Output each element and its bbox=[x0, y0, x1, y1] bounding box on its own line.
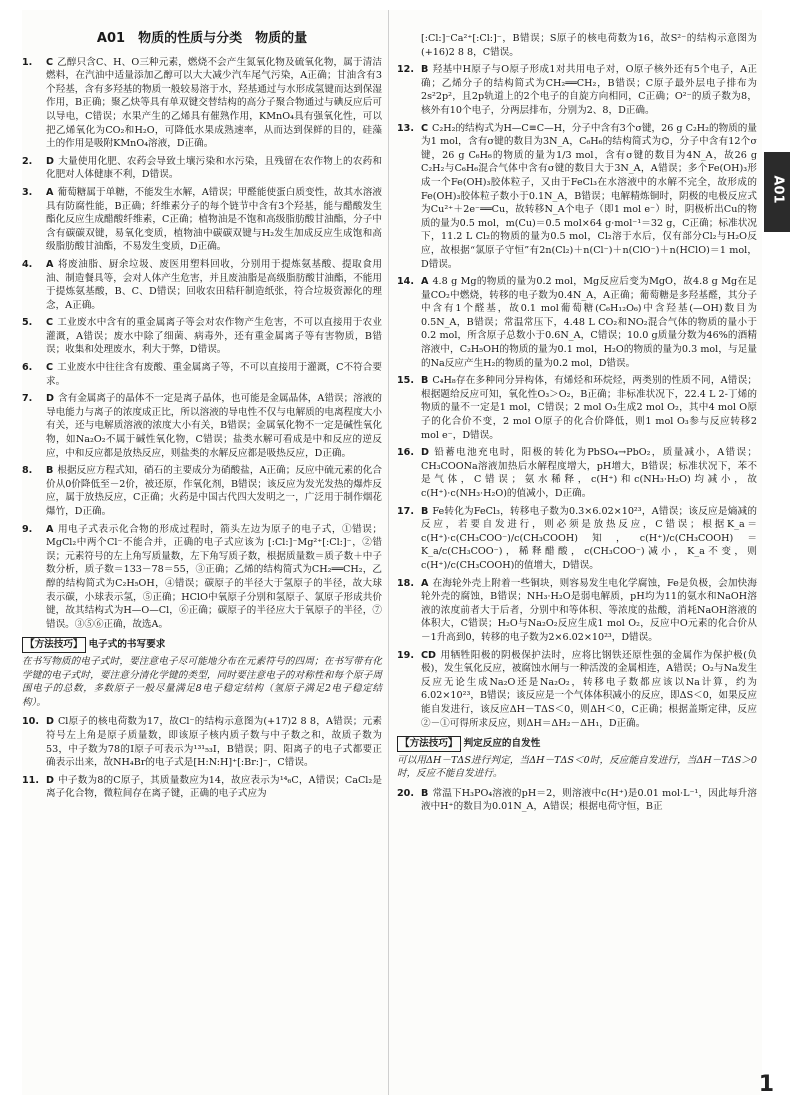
answer-item: 4. A 将废油脂、厨余垃圾、废医用塑料回收，分别用于提炼氨基酸、提取食用油、制造餐具等，会对人体产生危害，并且废油脂是高级脂肪酸甘油酯，不能用于提炼氨基酸，B、C、D错误；回收农田秸秆制造纸张，符合垃圾资源化的理念，A正确。 bbox=[22, 258, 382, 311]
answer-item: 3. A 葡萄糖属于单糖，不能发生水解，A错误；甲醛能使蛋白质变性，故其水溶液具有防腐性能，B正确；纤维素分子的每个链节中含有3个羟基，能与醋酸发生酯化反应生成醋酸纤维素，C正确；植物油是不饱和高级脂肪酸甘油酯，分子中含有碳碳双键，易氧化变质，植物油中碳碳双键与H₂发生加成反应生成饱和高级脂肪酸甘油酯，不易发生变质，D正确。 bbox=[22, 186, 382, 253]
answer-item: 7. D 含有金属离子的晶体不一定是离子晶体，也可能是金属晶体，A错误；溶液的导电能力与离子的浓度成正比，所以溶液的导电性不仅与电解质的电离程度大小有关，还与电解质溶液的浓度大小有关，B错误；金属氧化物不一定是碱性氧化物，如Na₂O₂不属于碱性氧化物，C错误；盐类水解可看成是中和反应的逆反应，中和反应都是放热反应，则盐类的水解反应都是吸热反应，D正确。 bbox=[22, 393, 382, 459]
answer-item: 8. B 根据反应方程式知，硝石的主要成分为硝酸盐，A正确；反应中硫元素的化合价从0价降低至－2价，被还原，作氧化剂，B错误；该反应为发光发热的爆炸反应，属于放热反应，C正确；火药是中国古代四大发明之一，广泛用于制作烟花爆竹，D正确。 bbox=[22, 465, 382, 517]
answer-item: 2. D 大量使用化肥、农药会导致土壤污染和水污染，且残留在农作物上的农药和化肥对人体健康不利，D错误。 bbox=[22, 155, 382, 181]
answer-item: 15. B C₄H₈存在多种同分异构体，有烯烃和环烷烃，两类别的性质不同，A错误；根据题给反应可知，氧化性O₃＞O₂，B正确；非标准状况下，22.4 L 2-丁烯的物质的量不一定是1 mol，C错误；2 mol O₃生成2 mol O₂，其中4 mol O原子的化合价不变，2 mol O原子的化合价降低，则1 mol O₃参与反应转移2 mol e⁻，D错误。 bbox=[397, 375, 757, 441]
answer-item: 12. B 羟基中H原子与O原子形成1对共用电子对，O原子核外还有5个电子，A正确；乙烯分子的结构简式为CH₂══CH₂，B错误；C原子最外层电子排布为2s²2p²，且2p轨道上的2个电子的自旋方向相同，C正确；O²⁻的质子数为8，核外有10个电子，分两层排布，分别为2、8，D正确。 bbox=[397, 64, 757, 116]
answer-continuation: [:Cl:]⁻Ca²⁺[:Cl:]⁻，B错误；S原子的核电荷数为16，故S²⁻的结构示意图为(+16)2 8 8，C错误。 bbox=[421, 33, 757, 58]
answer-item: 19. CD 用牺牲阳极的阴极保护法时，应将比钢铁还原性强的金属作为保护极(负极)，发生氧化反应，被腐蚀水闸与一种活泼的金属相连，A错误；O₂与Na发生反应无论生成Na₂O还是Na₂O₂，转移电子数都应该以Na计算，约为6.02×10²³，B错误；该反应是一个气体体积减小的反应，即ΔS＜0，如果反应能自发进行，该反应ΔH－TΔS＜0，则ΔH＜0，C正确；根据盖斯定律，反应②－①可得所求反应，则ΔH＝ΔH₂－ΔH₁，D正确。 bbox=[397, 649, 757, 729]
answer-item: 11. D 中子数为8的C原子，其质量数应为14，故应表示为¹⁴₆C，A错误；CaCl₂是离子化合物，微粒间存在离子键，正确的电子式应为 bbox=[22, 774, 382, 800]
right-column bbox=[397, 10, 757, 818]
page-title: A01 物质的性质与分类 物质的量 bbox=[96, 31, 308, 46]
answer-item: 14. A 4.8 g Mg的物质的量为0.2 mol，Mg反应后变为MgO，故4.8 g Mg在足量CO₂中燃烧，转移的电子数为0.4N_A，A正确；葡萄糖是多羟基醛，其分子中含有1个醛基，故0.1 mol葡萄糖(C₆H₁₂O₆)中含羟基(—OH)数目为0.5N_A，B错误；常温常压下，4.48 L CO₂和NO₂混合气体的物质的量小于0.2 mol，所含原子总数小于0.6N_A，C错误；10.0 g质量分数为46%的酒精溶液中，C₂H₅OH的物质的量为0.1 mol，H₂O的物质的量为0.3 mol，与足量的Na反应产生H₂的物质的量为0.2 mol，D错误。 bbox=[397, 276, 757, 369]
answer-item: 17. B Fe转化为FeCl₃，转移电子数为0.3×6.02×10²³，A错误；该反应是熵减的反应，若要自发进行，则必须是放热反应，C错误；根据K_a＝c(H⁺)·c(CH₃COO⁻)/c(CH₃COOH)知，c(H⁺)/c(CH₃COOH)＝K_a/c(CH₃COO⁻)，稀释醋酸，c(CH₃COO⁻)减小，K_a不变，则c(H⁺)/c(CH₃COOH)的值增大，D错误。 bbox=[397, 505, 757, 571]
section-tab: A01 bbox=[764, 152, 790, 232]
column-divider bbox=[388, 10, 389, 1095]
left-column bbox=[22, 10, 382, 805]
answer-page bbox=[22, 10, 762, 1095]
answer-item: 6. C 工业废水中往往含有废酸、重金属离子等，不可以直接用于灌溉，C不符合要求。 bbox=[22, 362, 382, 387]
answer-item: 13. C C₂H₂的结构式为H—C≡C—H，分子中含有3个σ键，26 g C₂H₂的物质的量为1 mol，含有σ键的数目为3N_A，C₆H₆的结构简式为⌬，分子中含有12个σ键，26 g C₆H₆的物质的量为1/3 mol，含有σ键的数目为4N_A，故26 g C₂H₂与C₆H₆混合气体中含有σ键的数目大于3N_A，A错误；多个Fe(OH)₃形成一个Fe(OH)₃胶体粒子，又由于FeCl₃在水溶液中的水解不完全，故形成的Fe(OH)₃胶体粒子数小于0.1N_A，B错误；电解精炼铜时，阴极的电极反应式为Cu²⁺＋2e⁻══Cu，故转移N_A个电子（即1 mol e⁻）时，阴极析出Cu的物质的量为0.5 mol，m(Cu)＝0.5 mol×64 g·mol⁻¹＝32 g，C正确；标准状况下，11.2 L Cl₂的物质的量为0.5 mol，Cl₂溶于水后，仅有部分Cl₂与H₂O反应，故根据“氯原子守恒”有2n(Cl₂)＋n(Cl⁻)＋n(ClO⁻)＋n(HClO)＝1 mol，D错误。 bbox=[397, 122, 757, 270]
method-tip-body: 可以用ΔH－TΔS进行判定，当ΔH－TΔS＜0时，反应能自发进行，当ΔH－TΔS＞0时，反应不能自发进行。 bbox=[397, 754, 757, 780]
answer-item: 16. D 铅蓄电池充电时，阳极的转化为PbSO₄→PbO₂，质量减小，A错误；CH₃COONa溶液加热后水解程度增大，pH增大，B错误；标准状况下，苯不是气体，C错误；氨水稀释，c(H⁺)和c(NH₃·H₂O)均减小，故c(H⁺)·c(NH₃·H₂O)的值减小，D正确。 bbox=[397, 447, 757, 499]
method-tip-body: 在书写物质的电子式时，要注意电子尽可能地分布在元素符号的四周；在书写带有化学键的电子式时，要注意分清化学键的类型，同时要注意电子的对称性和每个原子周围电子的总数，多数原子一般尽量满足8电子稳定结构（氢原子满足2电子稳定结构）。 bbox=[22, 655, 382, 708]
answer-item: 10. D Cl原子的核电荷数为17，故Cl⁻的结构示意图为(+17)2 8 8，A错误；元素符号左上角是原子质量数，即该原子核内质子数与中子数之和，故质子数为53，中子数为78的I原子可表示为¹³¹₅₃I，B错误；阴、阳离子的电子式都要正确表示出来，故NH₄Br的电子式是[H:N:H]⁺[:Br:]⁻，C错误。 bbox=[22, 716, 382, 769]
method-tip-heading: 【方法技巧】 电子式的书写要求 bbox=[22, 637, 382, 653]
method-tip-heading: 【方法技巧】 判定反应的自发性 bbox=[397, 736, 757, 752]
answer-item: 1. C 乙醇只含C、H、O三种元素，燃烧不会产生氮氧化物及硫氧化物，属于清洁燃料，在汽油中适量添加乙醇可以大大减少汽车尾气污染，A正确；甘油含有3个羟基，含有多羟基的物质一般较易溶于水，羟基通过与水形成氢键而达到保湿作用，B正确；聚乙炔等具有单双键交替结构的高分子聚合物通过与碘反应后可以导电，C错误；水果产生的乙烯具有催熟作用，KMnO₄具有强氧化性，可以把乙烯氧化为CO₂和H₂O，可降低水果成熟速率，从而达到保鲜的目的，硅藻土的作用是吸附KMnO₄溶液，D正确。 bbox=[22, 56, 382, 150]
answer-item: 18. A 在海轮外壳上附着一些铜块，则容易发生电化学腐蚀，Fe是负极，会加快海轮外壳的腐蚀，B错误；NH₃·H₂O是弱电解质，pH均为11的氨水和NaOH溶液的浓度前者大于后者，分别中和等体积、等浓度的盐酸，消耗NaOH溶液的体积大，C错误；H₂O与Na₂O₂反应生成1 mol O₂，反应中O元素的化合价从－1升高到0，转移的电子数为2×6.02×10²³，D错误。 bbox=[397, 577, 757, 643]
answer-item: 20. B 常温下H₃PO₄溶液的pH＝2，则溶液中c(H⁺)是0.01 mol·L⁻¹，因此每升溶液中H⁺的数目为0.01N_A，A错误；根据电荷守恒，B正 bbox=[397, 787, 757, 813]
answer-item: 5. C 工业废水中含有的重金属离子等会对农作物产生危害，不可以直接用于农业灌溉，A错误；废水中除了细菌、病毒外，还有重金属离子等有害物质，B错误；收集和处理废水，利大于弊，D错误。 bbox=[22, 317, 382, 356]
answer-item: 9. A 用电子式表示化合物的形成过程时，箭头左边为原子的电子式，①错误；MgCl₂中两个Cl⁻不能合并，正确的电子式应该为 [:Cl:]⁻Mg²⁺[:Cl:]⁻，②错误；元素符号的左上角写质量数，左下角写质子数，根据质量数＝质子数＋中子数分析，质子数＝133－78＝55，③正确；乙烯的结构简式为CH₂══CH₂，乙醇的结构简式为C₂H₅OH，④错误；碳原子的半径大于氢原子的半径，故大球表示碳，小球表示氢，⑤正确；HClO中氧原子分别和氢原子、氯原子形成共价键，故其结构式为H—O—Cl，⑥正确；碳原子的半径应大于氧原子的半径，⑦错误。③⑤⑥正确，故选A。 bbox=[22, 523, 382, 630]
page-number: 1 bbox=[758, 1072, 774, 1097]
